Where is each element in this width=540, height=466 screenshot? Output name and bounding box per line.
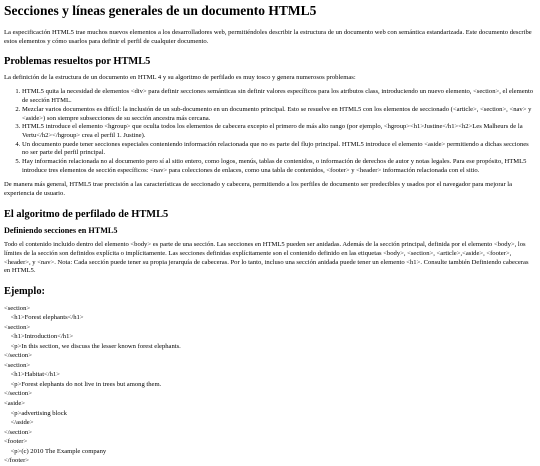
problems-lead-paragraph: La definición de la estructura de un documento en HTML 4 y su algoritmo de perfilado es muy tosco y genera numerosos problemas: [4, 73, 356, 81]
problems-closing-paragraph: De manera más general, HTML5 trae precisión a las características de seccionado y cabecera, permitiendo a los perfiles de documento ser predecibles y usados por el navegador para mejorar la experiencia de usuario. [4, 181, 513, 198]
list-item: 4. Un documento puede tener secciones especiales conteniendo información relacionada que no es parte del flujo principal. HTML5 introduce el elemento <aside> permitiendo a dichas secciones no ser parte del perfil principal. [22, 141, 536, 158]
section-heading-problems: Problemas resueltos por HTML5 [4, 56, 151, 68]
list-item: 3. HTML5 introduce el elemento <hgroup> que oculta todos los elementos de cabecera excepto el primero de más alto rango (por ejemplo, <hgroup><h1>Justine</h1><h2>Les Malheurs de la Vertu</h2></hgroup> crea el perfil 1. Justine). [22, 123, 536, 140]
list-item: 2. Mezclar varios documentos es difícil: la inclusión de un sub-documento en un documento principal. Esto se resuelve en HTML5 con los elementos de seccionado (<article>, <section>, <nav> y <aside>) son siempre subsecciones de su sección ancestra más cercana. [22, 106, 536, 123]
list-item: 1. HTML5 quita la necesidad de elementos <div> para definir secciones semánticas sin definir valores específicos para los atributos class, introduciendo un nuevo elemento, <section>, el elemento de sección HTML. [22, 88, 536, 105]
subsection-heading-defining: Definiendo secciones en HTML5 [4, 226, 118, 236]
intro-paragraph: La especificación HTML5 trae muchos nuevos elementos a los desarrolladores web, permitiéndoles describir la estructura de un documento web con semántica estandarizada. Este documento describe estos elementos y cómo usarlos para definir el perfil de cualquier documento. [4, 28, 532, 45]
example-heading: Ejemplo: [4, 286, 45, 298]
example-code-block: <section> <h1>Forest elephants</h1> <section> <h1>Introduction</h1> <p>In this section, we discuss the lesser known forest elephants. </section> <section> <h1>Habitat</h1> <p>Forest elephants do not live in trees but among them. </section> <aside> <p>advertising block </aside> </section> <footer> <p>(c) 2010 The Example company </footer> [4, 304, 181, 465]
list-item: 5. Hay información relacionada no al documento pero sí al sitio entero, como logos, menús, tablas de contenidos, o información de derechos de autor y notas legales. Para ese propósito, HTML5 introduce tres elementos de sección específicos: <nav> para colecciones de enlaces, como una tabla de contenidos, <footer> y <header> información relacionada con el sitio. [22, 158, 536, 175]
defining-sections-paragraph: Todo el contenido incluido dentro del elemento <body> es parte de una sección. Las secciones en HTML5 pueden ser anidadas. Además de la sección principal, definida por el elemento <body>, los límites de la sección son definidos explícita o implícitamente. Las secciones definidas explícitamente son el contenido definido en las etiquetas <body>, <section>, <article>,<aside>, <footer>, <header>, y <nav>. Nota: Cada sección puede tener su propia jerarquía de cabeceras. Por lo tanto, incluso una sección anidada puede tener un elemento <h1>. Consulte también Definiendo cabeceras en HTML5. [4, 241, 529, 275]
problems-list [4, 88, 536, 175]
section-heading-algorithm: El algoritmo de perfilado de HTML5 [4, 208, 169, 220]
page-title: Secciones y líneas generales de un documento HTML5 [4, 3, 317, 18]
